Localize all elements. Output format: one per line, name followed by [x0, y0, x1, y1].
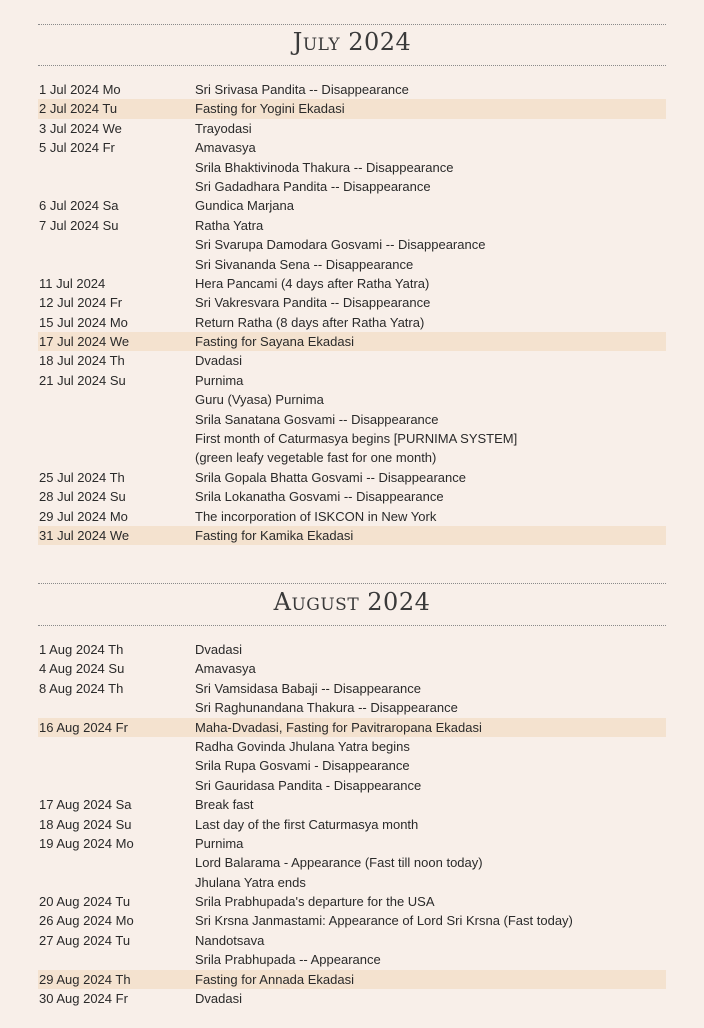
event-description: Fasting for Yogini Ekadasi [195, 101, 345, 117]
event-date: 19 Aug 2024 Mo [39, 835, 134, 851]
event-row [38, 119, 666, 138]
event-date: 7 Jul 2024 Su [39, 217, 119, 233]
event-description: Maha-Dvadasi, Fasting for Pavitraropana Ekadasi [195, 719, 482, 735]
event-row [38, 390, 666, 409]
event-row [38, 216, 666, 235]
event-description: Break fast [195, 797, 254, 813]
event-date: 18 Aug 2024 Su [39, 816, 132, 832]
july-title: July 2024 [292, 28, 412, 56]
event-row [38, 911, 666, 930]
ekadasi-fasting-row [38, 332, 666, 351]
event-row [38, 177, 666, 196]
event-description: Sri Vamsidasa Babaji -- Disappearance [195, 680, 421, 696]
event-description: Sri Raghunandana Thakura -- Disappearance [195, 700, 458, 716]
event-date: 11 Jul 2024 [39, 275, 106, 291]
july-event-list [38, 80, 666, 545]
event-date: 20 Aug 2024 Tu [39, 894, 131, 910]
event-description: Dvadasi [195, 991, 242, 1007]
event-description: Fasting for Annada Ekadasi [195, 971, 354, 987]
event-description: Dvadasi [195, 642, 242, 657]
event-row [38, 640, 666, 659]
event-description: Sri Srivasa Pandita -- Disappearance [195, 82, 409, 97]
event-description: Amavasya [195, 661, 256, 677]
event-description: Last day of the first Caturmasya month [195, 816, 419, 832]
july-bottom-divider [38, 65, 666, 66]
event-row [38, 931, 666, 950]
event-description: Fasting for Sayana Ekadasi [195, 334, 354, 350]
event-row [38, 892, 666, 911]
event-row [38, 737, 666, 756]
ekadasi-fasting-row [38, 970, 666, 989]
event-description: Purnima [195, 372, 244, 388]
event-row [38, 834, 666, 853]
event-row [38, 429, 666, 448]
event-row [38, 950, 666, 969]
event-description: Sri Vakresvara Pandita -- Disappearance [195, 295, 431, 311]
event-row [38, 235, 666, 254]
event-date: 15 Jul 2024 Mo [39, 314, 128, 330]
event-row [38, 410, 666, 429]
august-event-list [38, 640, 666, 1008]
event-row [38, 293, 666, 312]
event-date: 1 Jul 2024 Mo [39, 82, 121, 97]
event-description: Guru (Vyasa) Purnima [195, 392, 324, 408]
event-description: Jhulana Yatra ends [195, 874, 306, 890]
event-description: Hera Pancami (4 days after Ratha Yatra) [195, 275, 430, 291]
event-description: Sri Gadadhara Pandita -- Disappearance [195, 178, 431, 194]
august-title: August 2024 [273, 588, 431, 616]
event-description: Srila Rupa Gosvami - Disappearance [195, 758, 410, 774]
event-row [38, 659, 666, 678]
event-description: Amavasya [195, 140, 256, 156]
event-date: 21 Jul 2024 Su [39, 372, 126, 388]
event-date: 25 Jul 2024 Th [39, 469, 125, 485]
ekadasi-fasting-row [38, 718, 666, 737]
event-date: 29 Jul 2024 Mo [39, 508, 128, 524]
event-row [38, 815, 666, 834]
event-description: Sri Svarupa Damodara Gosvami -- Disappearance [195, 237, 486, 253]
event-row [38, 468, 666, 487]
event-description: (green leafy vegetable fast for one month) [195, 450, 437, 466]
event-row [38, 371, 666, 390]
event-date: 6 Jul 2024 Sa [39, 198, 119, 214]
event-row [38, 255, 666, 274]
event-description: Fasting for Kamika Ekadasi [195, 527, 354, 543]
event-date: 5 Jul 2024 Fr [39, 140, 115, 156]
event-date: 2 Jul 2024 Tu [39, 101, 118, 117]
event-date: 12 Jul 2024 Fr [39, 295, 123, 311]
ekadasi-fasting-row [38, 99, 666, 118]
event-description: Sri Sivananda Sena -- Disappearance [195, 256, 414, 272]
july-top-divider [38, 24, 666, 25]
event-row [38, 196, 666, 215]
event-row [38, 853, 666, 872]
event-description: Purnima [195, 835, 244, 851]
event-row [38, 795, 666, 814]
event-date: 1 Aug 2024 Th [39, 642, 124, 657]
event-description: Ratha Yatra [195, 217, 264, 233]
event-date: 16 Aug 2024 Fr [39, 719, 128, 735]
event-row [38, 989, 666, 1008]
event-description: Srila Lokanatha Gosvami -- Disappearance [195, 489, 444, 505]
august-bottom-divider [38, 625, 666, 626]
event-description: Nandotsava [195, 932, 265, 948]
event-description: Sri Gauridasa Pandita - Disappearance [195, 777, 422, 793]
event-date: 8 Aug 2024 Th [39, 680, 124, 696]
event-description: Trayodasi [195, 120, 252, 136]
ekadasi-fasting-row [38, 526, 666, 545]
event-description: Srila Prabhupada's departure for the USA [195, 894, 435, 910]
event-date: 29 Aug 2024 Th [39, 971, 131, 987]
event-date: 26 Aug 2024 Mo [39, 913, 134, 929]
event-description: Srila Sanatana Gosvami -- Disappearance [195, 411, 439, 427]
event-description: Lord Balarama - Appearance (Fast till noon today) [195, 855, 483, 871]
event-description: Srila Gopala Bhatta Gosvami -- Disappearance [195, 469, 466, 485]
event-description: Dvadasi [195, 353, 242, 369]
event-row [38, 448, 666, 467]
event-description: Radha Govinda Jhulana Yatra begins [195, 738, 410, 754]
event-date: 27 Aug 2024 Tu [39, 932, 131, 948]
event-row [38, 351, 666, 370]
event-row [38, 313, 666, 332]
event-description: Return Ratha (8 days after Ratha Yatra) [195, 314, 425, 330]
event-row [38, 487, 666, 506]
event-row [38, 274, 666, 293]
august-top-divider [38, 583, 666, 584]
event-date: 3 Jul 2024 We [39, 120, 122, 136]
event-row [38, 776, 666, 795]
event-row [38, 507, 666, 526]
event-date: 17 Aug 2024 Sa [39, 797, 132, 813]
event-row [38, 698, 666, 717]
event-date: 31 Jul 2024 We [39, 527, 130, 543]
event-row [38, 138, 666, 157]
event-date: 28 Jul 2024 Su [39, 489, 126, 505]
event-row [38, 80, 666, 99]
event-description: The incorporation of ISKCON in New York [195, 508, 437, 524]
event-row [38, 873, 666, 892]
event-row [38, 158, 666, 177]
event-description: Gundica Marjana [195, 198, 294, 214]
event-description: First month of Caturmasya begins [PURNIMA SYSTEM] [195, 431, 518, 447]
event-date: 17 Jul 2024 We [39, 334, 130, 350]
event-row [38, 679, 666, 698]
event-row [38, 756, 666, 775]
event-description: Srila Bhaktivinoda Thakura -- Disappearance [195, 159, 454, 175]
event-date: 18 Jul 2024 Th [39, 353, 125, 369]
event-date: 4 Aug 2024 Su [39, 661, 125, 677]
event-description: Sri Krsna Janmastami: Appearance of Lord Sri Krsna (Fast today) [195, 913, 573, 929]
event-description: Srila Prabhupada -- Appearance [195, 952, 381, 968]
event-date: 30 Aug 2024 Fr [39, 991, 128, 1007]
